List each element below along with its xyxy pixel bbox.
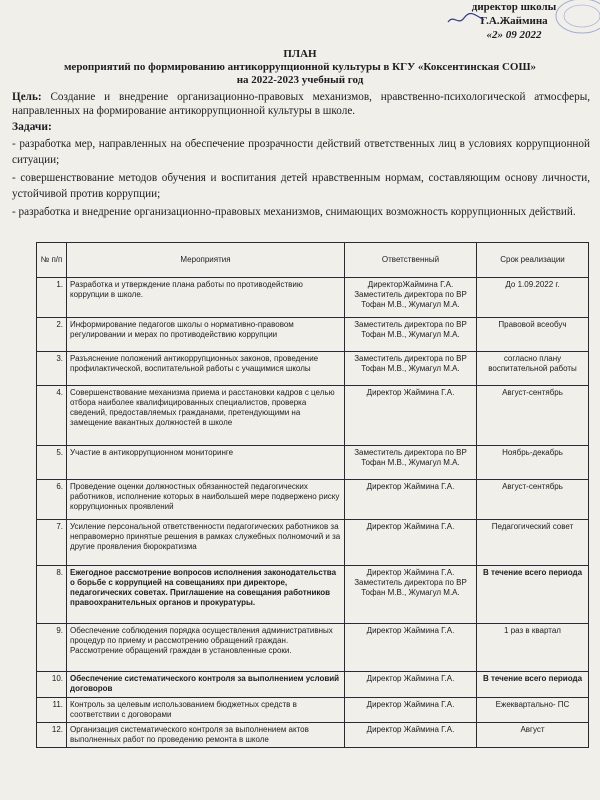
row-term: согласно плану воспитательной работы — [477, 352, 589, 386]
table-row — [37, 278, 589, 318]
row-responsible: Заместитель директора по ВР Тофан М.В., Жумагул М.А. — [345, 318, 477, 352]
row-event: Разъяснение положений антикоррупционных законов, проведение профилактической, воспитательной работы с учащимися школы — [67, 352, 345, 386]
row-responsible: Директор Жаймина Г.А. — [345, 698, 477, 723]
row-num: 4. — [37, 386, 67, 446]
row-event: Усиление персональной ответственности педагогических работников за неправомерно принятые решения в рамках служебных полномочий и за другие проявления бюрократизма — [67, 520, 345, 566]
title-line1: ПЛАН — [283, 48, 317, 60]
row-num: 8. — [37, 566, 67, 624]
goal-text: Создание и внедрение организационно-правовых механизмов, нравственно-психологической атмосферы, направленных на формирование антикоррупционной культуры в школе. — [12, 91, 591, 117]
table-row — [37, 566, 589, 624]
table-row — [37, 386, 589, 446]
header-num: № п/п — [37, 243, 67, 278]
row-event: Участие в антикоррупционном мониторинге — [67, 446, 345, 480]
row-term: Август-сентябрь — [477, 480, 589, 520]
table-row — [37, 520, 589, 566]
task-item: - разработка и внедрение организационно-правовых механизмов, снимающих возможность коррупционных действий. — [12, 206, 576, 218]
row-event: Проведение оценки должностных обязанностей педагогических работников, исполнение которых в наибольшей мере подвержено риску коррупционных проявлений — [67, 480, 345, 520]
approval-block — [434, 0, 594, 42]
stamp-icon — [552, 0, 600, 36]
table-row — [37, 624, 589, 672]
row-responsible: ДиректорЖаймина Г.А. Заместитель директора по ВР Тофан М.В., Жумагул М.А. — [345, 278, 477, 318]
row-responsible: Директор Жаймина Г.А. — [345, 386, 477, 446]
signature-icon — [446, 12, 486, 26]
row-term: В течение всего периода — [477, 566, 589, 624]
row-num: 3. — [37, 352, 67, 386]
header-responsible: Ответственный — [345, 243, 477, 278]
row-responsible: Директор Жаймина Г.А. — [345, 480, 477, 520]
row-term: 1 раз в квартал — [477, 624, 589, 672]
title-line3: на 2022-2023 учебный год — [236, 74, 364, 86]
goal-label: Цель: — [12, 91, 42, 103]
tasks-list — [12, 136, 590, 222]
row-num: 9. — [37, 624, 67, 672]
row-responsible: Директор Жаймина Г.А. — [345, 723, 477, 748]
goal-paragraph — [12, 90, 590, 118]
row-responsible: Директор Жаймина Г.А. — [345, 520, 477, 566]
row-term: Ежеквартально- ПС — [477, 698, 589, 723]
title-line2: мероприятий по формированию антикоррупционной культуры в КГУ «Коксентинская СОШ» — [63, 61, 537, 73]
row-responsible: Заместитель директора по ВР Тофан М.В., Жумагул М.А. — [345, 446, 477, 480]
table-row — [37, 446, 589, 480]
table-row — [37, 698, 589, 723]
row-event: Разработка и утверждение плана работы по противодействию коррупции в школе. — [67, 278, 345, 318]
row-num: 1. — [37, 278, 67, 318]
row-event: Обеспечение соблюдения порядка осуществления административных процедур по приему и рассмотрению обращений граждан. Рассмотрение обращений граждан в установленные сроки. — [67, 624, 345, 672]
row-num: 6. — [37, 480, 67, 520]
row-num: 5. — [37, 446, 67, 480]
row-event: Ежегодное рассмотрение вопросов исполнения законодательства о борьбе с коррупцией на совещаниях при директоре, педагогических советах. Приглашение на совещания работников правоохранительных органов и прокуратуры. — [67, 566, 345, 624]
row-responsible: Заместитель директора по ВР Тофан М.В., Жумагул М.А. — [345, 352, 477, 386]
row-event: Контроль за целевым использованием бюджетных средств в соответствии с договорами — [67, 698, 345, 723]
row-num: 11. — [37, 698, 67, 723]
row-event: Совершенствование механизма приема и расстановки кадров с целью отбора наиболее квалифицированных специалистов, проверка сведений, предоставляемых гражданами, претендующими на замещение вакантных должностей в школе — [67, 386, 345, 446]
row-num: 10. — [37, 672, 67, 698]
row-term: Правовой всеобуч — [477, 318, 589, 352]
task-item: - совершенствование методов обучения и воспитания детей нравственным нормам, составляющим основу личности, устойчивой против коррупции; — [12, 172, 590, 200]
row-event: Информирование педагогов школы о нормативно-правовом регулировании и мерах по противодействию коррупции — [67, 318, 345, 352]
approval-date: «2» 09 2022 — [486, 29, 542, 41]
table-header-row — [37, 243, 589, 278]
row-num: 2. — [37, 318, 67, 352]
row-term: До 1.09.2022 г. — [477, 278, 589, 318]
row-responsible: Директор Жаймина Г.А. — [345, 624, 477, 672]
task-item: - разработка мер, направленных на обеспечение прозрачности действий ответственных лиц в условиях коррупционной ситуации; — [12, 138, 590, 166]
row-term: В течение всего периода — [477, 672, 589, 698]
row-event: Обеспечение систематического контроля за выполнением условий договоров — [67, 672, 345, 698]
row-responsible: Директор Жаймина Г.А. — [345, 672, 477, 698]
table-row — [37, 723, 589, 748]
header-term: Срок реализации — [477, 243, 589, 278]
row-term: Ноябрь-декабрь — [477, 446, 589, 480]
table-row — [37, 480, 589, 520]
row-term: Педагогический совет — [477, 520, 589, 566]
row-term: Август-сентябрь — [477, 386, 589, 446]
row-term: Август — [477, 723, 589, 748]
row-event: Организация систематического контроля за выполнением актов выполненных работ по проведению ремонта в школе — [67, 723, 345, 748]
approval-line1: директор школы — [471, 1, 557, 13]
tasks-heading: Задачи: — [12, 121, 52, 133]
approval-line2: Г.А.Жаймина — [480, 15, 548, 27]
table-row — [37, 352, 589, 386]
row-responsible: Директор Жаймина Г.А. Заместитель директора по ВР Тофан М.В., Жумагул М.А. — [345, 566, 477, 624]
table-row — [37, 672, 589, 698]
table-row — [37, 318, 589, 352]
document-title — [20, 48, 580, 87]
header-event: Мероприятия — [67, 243, 345, 278]
plan-table — [36, 242, 589, 748]
row-num: 12. — [37, 723, 67, 748]
row-num: 7. — [37, 520, 67, 566]
